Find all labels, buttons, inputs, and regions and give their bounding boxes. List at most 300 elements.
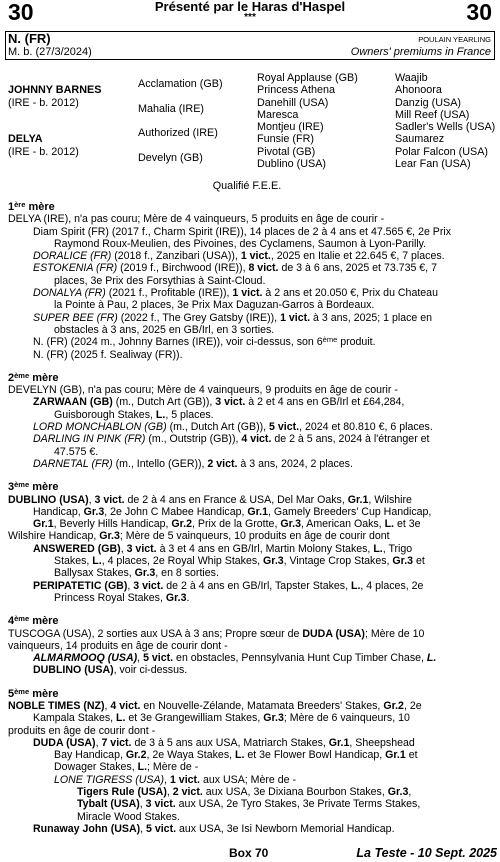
line-content — [54, 774, 296, 786]
text-line — [8, 433, 497, 445]
text-run: DUDA (USA) — [33, 736, 96, 749]
text-run: produits en âge de courir dont - — [8, 724, 156, 737]
text-run: (2019 f., Birchwood (IRE)), — [117, 262, 249, 275]
text-run: mère — [29, 687, 59, 700]
line-content — [8, 700, 422, 712]
great-grandparent-name: Dublino (USA) — [257, 158, 327, 171]
text-line — [8, 555, 497, 567]
grandparent-name: Mahalia (IRE) — [138, 102, 204, 115]
text-line — [8, 725, 497, 737]
text-run: et 3e — [394, 518, 421, 531]
line-content — [8, 628, 424, 640]
text-run: . — [186, 591, 190, 604]
text-run: Gr.1 — [385, 749, 406, 762]
great-great-grandparent-name: Lear Fan (USA) — [395, 158, 471, 171]
header-stars: *** — [244, 12, 256, 23]
text-run: 3 vict. — [133, 579, 164, 592]
text-run: aux USA, 3e Dixiana Bourbon Stakes, — [202, 786, 388, 799]
text-line — [8, 761, 497, 773]
grandparent-name: Develyn (GB) — [138, 151, 203, 164]
great-great-grandparent-name: Waajib — [395, 72, 428, 84]
sale-location-date: La Teste - 10 Sept. 2025 — [356, 846, 497, 860]
text-run: aux USA, 3e Isi Newborn Memorial Handicap. — [176, 822, 395, 835]
line-content — [77, 811, 180, 823]
text-run: L. — [426, 652, 437, 665]
text-run: 1 vict. — [280, 311, 311, 324]
text-run: , 2e Waya Stakes, — [146, 749, 235, 762]
text-line — [8, 275, 497, 287]
line-content — [33, 712, 410, 724]
text-run: Dowager Stakes, — [54, 761, 138, 774]
text-run: L. — [373, 542, 383, 555]
text-run: 5 — [8, 687, 15, 700]
text-run: aux USA; Mère de - — [200, 773, 296, 786]
text-run: 3 — [8, 481, 15, 494]
text-line — [8, 250, 497, 262]
dam — [8, 133, 138, 158]
text-run: 3 vict. — [215, 396, 246, 409]
line-content — [77, 798, 420, 810]
text-run: vainqueurs, 14 produits en âge de courir dont - — [8, 639, 228, 652]
text-run: , Gamely Breeders' Cup Handicap, — [268, 505, 432, 518]
text-run: 3 vict. — [126, 542, 157, 555]
line-content — [33, 433, 430, 445]
text-run: à 3 ans, 2025; 1 place en — [310, 311, 433, 324]
text-run: de 2 à 4 ans en France & USA, Del Mar Oaks, — [124, 493, 348, 506]
text-run: produit. — [337, 336, 376, 349]
text-run: , Beverly Hills Handicap, — [53, 518, 172, 531]
line-content — [33, 458, 353, 470]
superscript-text: ème — [322, 335, 338, 345]
great-grandparent-name: Pivotal (GB) — [257, 145, 316, 158]
text-run: mère — [29, 371, 59, 384]
great-grand-produce-entry — [8, 798, 497, 823]
dam-entry — [8, 213, 497, 225]
text-run: ; Mère de - — [147, 761, 199, 774]
text-run: , — [127, 579, 134, 592]
text-line — [8, 640, 497, 652]
text-line — [8, 530, 497, 542]
grandparent-name: Acclamation (GB) — [138, 78, 223, 91]
text-line — [8, 543, 497, 555]
text-run: 47.575 €. — [54, 445, 99, 458]
text-run: , — [408, 786, 412, 799]
dam-entry — [8, 494, 497, 543]
text-run: Gr.1 — [33, 518, 54, 531]
text-run: DELYA (IRE), n'a pas couru; Mère de 4 vainqueurs, 5 produits en âge de courir - — [8, 213, 385, 226]
text-run: Handicap, — [33, 505, 84, 518]
presenter-title: Présenté par le Haras d'Haspel — [154, 0, 346, 14]
text-run: Tybalt (USA) — [77, 798, 140, 811]
text-run: , — [95, 736, 102, 749]
text-run: , voir ci-dessus. — [113, 664, 188, 677]
line-content — [33, 287, 438, 299]
text-run: DUBLINO (USA) — [33, 664, 114, 677]
text-run: NOBLE TIMES (NZ) — [8, 699, 105, 712]
produce-entry — [8, 262, 497, 287]
produce-entry — [8, 396, 497, 421]
text-run: la Pointe à Pau, 2 places, 3e Prix Max Daguzan-Garros à Bordeaux. — [54, 299, 375, 312]
text-run: ; Mère de 6 vainqueurs, 10 — [283, 712, 410, 725]
text-line — [8, 580, 497, 592]
text-run: , 2024 et 80.810 €, 6 places. — [299, 421, 433, 434]
line-content — [33, 312, 432, 324]
text-run: DUDA (USA) — [302, 627, 365, 640]
text-run: L. — [137, 761, 148, 774]
text-run: Gr.3 — [134, 567, 156, 580]
text-run: 5 vict. — [143, 652, 174, 665]
line-content — [8, 530, 390, 542]
text-run: , — [104, 699, 111, 712]
text-run: , Wilshire — [368, 493, 412, 506]
produce-entry — [8, 580, 497, 605]
great-grandparent-name: Princess Athena — [257, 84, 336, 97]
lot-number-right: 30 — [466, 0, 492, 25]
grandparent-name: Authorized (IRE) — [138, 127, 218, 140]
text-run: , Trigo — [382, 542, 413, 555]
text-line — [8, 384, 497, 396]
page-footer — [0, 846, 500, 860]
line-content — [33, 262, 437, 274]
text-run: Kampala Stakes, — [33, 712, 117, 725]
text-run: 1 vict. — [169, 773, 201, 786]
page-header — [0, 0, 500, 28]
line-content — [8, 213, 384, 225]
text-run: à 3 ans, 2024, 2 places. — [237, 457, 353, 470]
line-content — [33, 664, 187, 676]
text-line — [8, 458, 497, 470]
line-content — [33, 349, 183, 361]
line-content — [33, 506, 431, 518]
generation-section — [8, 481, 497, 604]
text-run: , — [139, 798, 146, 811]
text-run: L. — [235, 749, 245, 762]
text-run: ALMARMOOQ (USA) — [33, 652, 138, 665]
superscript-text: ème — [14, 370, 30, 380]
text-run: Gr.3 — [387, 786, 409, 799]
produce-entry — [8, 652, 497, 664]
text-run: (2022 f., The Grey Gatsby (IRE)), — [117, 311, 281, 324]
text-run: Stakes, — [54, 555, 93, 568]
line-content — [54, 761, 198, 773]
text-run: , en 8 sorties. — [155, 567, 219, 580]
text-line — [8, 652, 497, 664]
text-run: Tigers Rule (USA) — [77, 786, 167, 799]
text-run: de 3 à 6 ans, 2025 et 73.735 €, 7 — [278, 262, 437, 275]
text-line — [8, 700, 497, 712]
text-run: 2 — [8, 371, 15, 384]
text-run: 4 — [8, 615, 15, 628]
owners-premiums: Owners' premiums in France — [350, 46, 491, 58]
line-content — [33, 396, 404, 408]
great-great-grandparent-name: Polar Falcon (USA) — [395, 145, 489, 158]
text-run: 5 vict. — [146, 822, 177, 835]
line-content — [33, 226, 451, 238]
text-run: , — [120, 542, 127, 555]
text-run: Raymond Roux-Meulien, des Pivoines, des Cyclamens, Saumon à Lyon-Parilly. — [54, 237, 427, 250]
maternal-family-sections — [8, 201, 497, 835]
text-run: Bay Handicap, — [54, 749, 126, 762]
generation-section — [8, 688, 497, 836]
text-run: à 2 ans et 20.050 €, Prix du Chateau — [262, 287, 438, 300]
great-grandparent-name: Royal Applause (GB) — [257, 72, 358, 84]
text-run: LORD MONCHABLON (GB) — [33, 421, 167, 434]
text-run: 8 vict. — [248, 262, 279, 275]
text-run: , 2e — [403, 699, 422, 712]
text-run: DUBLINO (USA) — [8, 493, 89, 506]
text-line — [8, 518, 497, 530]
text-line — [8, 664, 497, 676]
text-run: ZARWAAN (GB) — [33, 396, 113, 409]
lot-details: M. b. (27/3/2024) — [8, 46, 92, 58]
line-content — [8, 725, 155, 737]
box-number: Box 70 — [229, 846, 269, 860]
produce-entry — [8, 433, 497, 458]
text-line — [8, 737, 497, 749]
generation-heading — [8, 615, 497, 627]
text-line — [8, 213, 497, 225]
text-line — [8, 287, 497, 299]
text-run: DARNETAL (FR) — [33, 457, 113, 470]
text-run: , 5 places. — [165, 408, 214, 421]
qualification-note: Qualifié F.E.E. — [212, 180, 282, 192]
text-run: (2021 f., Profitable (IRE)), — [105, 287, 233, 300]
text-run: Gr.3 — [280, 518, 301, 531]
text-run: , — [137, 652, 144, 665]
text-run: 3 vict. — [145, 798, 176, 811]
text-line — [8, 811, 497, 823]
text-run: Gr.3 — [263, 555, 284, 568]
text-run: , Sheepshead — [349, 736, 415, 749]
generation-section — [8, 615, 497, 676]
text-line — [8, 823, 497, 835]
text-run: Gr.3 — [392, 555, 414, 568]
text-run: , — [164, 773, 170, 786]
text-run: à 2 et 4 ans en GB/Irl et £64,284, — [245, 396, 405, 409]
text-run: (m., Outstrip (GB)), — [145, 433, 242, 446]
text-run: 1 vict. — [232, 287, 263, 300]
text-run: N. (FR) (2025 f. Sealiway (FR)). — [33, 348, 183, 361]
text-run: L. — [116, 712, 126, 725]
text-line — [8, 299, 497, 311]
text-run: Gr.1 — [347, 493, 369, 506]
produce-entry — [8, 737, 497, 774]
line-content — [33, 421, 433, 433]
text-run: TUSCOGA (USA), 2 sorties aux USA à 3 ans; Propre sœur de — [8, 627, 303, 640]
text-run: Runaway John (USA) — [33, 822, 141, 835]
produce-entry — [8, 823, 497, 835]
generation-heading — [8, 201, 497, 213]
text-run: DORALICE (FR) — [33, 250, 112, 263]
text-run: DEVELYN (GB), n'a pas couru; Mère de 4 vainqueurs, 9 produits en âge de courir - — [8, 384, 398, 397]
line-content — [33, 580, 423, 592]
text-run: aux USA, 2e Tyro Stakes, 3e Private Terms Stakes, — [175, 798, 421, 811]
text-run: Gr.2 — [125, 749, 147, 762]
text-run: Gr.3 — [263, 712, 284, 725]
text-run: PERIPATETIC (GB) — [33, 579, 128, 592]
lot-number-left: 30 — [8, 0, 34, 25]
produce-entry — [8, 312, 497, 337]
text-run: , — [88, 493, 95, 506]
text-run: mère — [29, 615, 59, 628]
text-run: 1 vict. — [240, 250, 271, 263]
text-line — [8, 786, 497, 798]
produce-entry — [8, 287, 497, 312]
text-run: Princess Royal Stakes, — [54, 591, 166, 604]
line-content — [33, 823, 395, 835]
text-run: , 4 places, 2e Royal Whip Stakes, — [101, 555, 264, 568]
text-run: N. (FR) (2024 m., Johnny Barnes (IRE)), voir ci-dessus, son 6 — [33, 336, 323, 349]
text-run: LONE TIGRESS (USA) — [54, 773, 165, 786]
text-run: Ballysax Stakes, — [54, 567, 135, 580]
superscript-text: ème — [14, 480, 30, 490]
text-line — [8, 774, 497, 786]
dam-entry — [8, 384, 497, 396]
line-content — [54, 567, 219, 579]
text-run: DONALYA (FR) — [33, 287, 106, 300]
generation-section — [8, 201, 497, 361]
text-run: (m., Dutch Art (GB)), — [112, 396, 216, 409]
line-content — [54, 238, 426, 250]
text-line — [8, 238, 497, 250]
lot-category: POULAIN YEARLING — [418, 35, 491, 44]
line-content — [8, 384, 398, 396]
line-content — [54, 592, 189, 604]
line-content — [54, 555, 425, 567]
text-line — [8, 494, 497, 506]
produce-entry — [8, 336, 497, 348]
text-run: , 2025 en Italie et 22.645 €, 7 places. — [270, 250, 445, 263]
text-run: , 4 places, 2e — [360, 579, 424, 592]
text-run: Gr.2 — [383, 699, 404, 712]
line-content — [54, 324, 274, 336]
text-line — [8, 798, 497, 810]
text-run: , — [140, 822, 147, 835]
text-run: Diam Spirit (FR) (2017 f., Charm Spirit (IRE)), 14 places de 2 à 4 ans et 47.565 €, 2e Prix — [33, 225, 452, 238]
text-line — [8, 749, 497, 761]
text-run: 1 — [8, 201, 15, 213]
sire — [8, 84, 138, 109]
great-grand-produce-entry — [8, 786, 497, 798]
text-run: 5 vict. — [269, 421, 300, 434]
superscript-text: ère — [14, 200, 26, 209]
text-run: obstacles à 3 ans, 2025 en GB/Irl, en 3 sorties. — [54, 323, 275, 336]
line-content — [33, 737, 415, 749]
text-run: places, 3e Prix des Forsythias à Saint-Cloud. — [54, 274, 266, 287]
text-run: SUPER BEE (FR) — [33, 311, 118, 324]
text-run: Guisborough Stakes, — [54, 408, 156, 421]
line-content — [8, 640, 228, 652]
text-run: et — [413, 555, 425, 568]
text-run: DARLING IN PINK (FR) — [33, 433, 146, 446]
text-run: ; Mère de 5 vainqueurs, 10 produits en âge de courir dont — [119, 530, 390, 543]
sire-name: JOHNNY BARNES — [8, 84, 102, 97]
produce-entry — [8, 543, 497, 580]
text-line — [8, 409, 497, 421]
text-run: de 3 à 5 ans aux USA, Matriarch Stakes, — [131, 736, 329, 749]
text-run: mère — [25, 201, 55, 213]
text-run: Gr.2 — [171, 518, 193, 531]
great-grandparent-name: Funsie (FR) — [257, 133, 314, 146]
text-run: 4 vict. — [110, 699, 141, 712]
text-run: , Prix de la Grotte, — [192, 518, 281, 531]
text-run: 2 vict. — [172, 786, 203, 799]
text-line — [8, 324, 497, 336]
text-run: (m., Dutch Art (GB)), — [166, 421, 270, 434]
line-content — [54, 275, 265, 287]
text-run: à 3 et 4 ans en GB/Irl, Martin Molony Stakes, — [156, 542, 374, 555]
text-run: (2018 f., Zanzibari (USA)), — [111, 250, 241, 263]
text-line — [8, 396, 497, 408]
line-content — [54, 409, 214, 421]
produce-entry — [8, 458, 497, 470]
text-line — [8, 349, 497, 361]
text-run: Gr.3 — [165, 591, 187, 604]
text-line — [8, 312, 497, 324]
text-line — [8, 567, 497, 579]
great-grandparent-name: Maresca — [257, 108, 299, 121]
text-run: ; Mère de 10 — [364, 627, 425, 640]
pedigree-table — [8, 72, 497, 170]
text-run: de 2 à 4 ans en GB/Irl, Tapster Stakes, — [163, 579, 351, 592]
line-content — [54, 749, 418, 761]
text-run: 4 vict. — [241, 433, 272, 446]
generation-section — [8, 372, 497, 470]
great-grandparent-name: Danehill (USA) — [257, 96, 329, 109]
line-content — [54, 446, 98, 458]
text-run: , — [166, 786, 173, 799]
dam-name: DELYA — [8, 133, 43, 146]
line-content — [33, 518, 421, 530]
lot-info-box — [5, 31, 495, 60]
text-run: , Vintage Crop Stakes, — [283, 555, 393, 568]
text-run: ANSWERED (GB) — [33, 542, 121, 555]
line-content — [33, 543, 412, 555]
produce-entry — [8, 250, 497, 262]
text-run: , American Oaks, — [300, 518, 385, 531]
produce-entry — [8, 226, 497, 251]
text-run: L. — [384, 518, 394, 531]
great-great-grandparent-name: Mill Reef (USA) — [395, 108, 470, 121]
text-line — [8, 712, 497, 724]
produce-entry — [8, 349, 497, 361]
great-great-grandparent-name: Danzig (USA) — [395, 96, 461, 109]
text-run: en Nouvelle-Zélande, Matamata Breeders' Stakes, — [140, 699, 384, 712]
text-run: L. — [350, 579, 361, 592]
text-run: 2 vict. — [207, 457, 238, 470]
dam-entry — [8, 700, 497, 737]
text-line — [8, 421, 497, 433]
text-line — [8, 446, 497, 458]
sire-info: (IRE - b. 2012) — [8, 96, 79, 109]
produce-entry — [8, 664, 497, 676]
text-run: et — [405, 749, 418, 762]
text-run: (m., Intello (GER)), — [112, 457, 208, 470]
text-run: 3 vict. — [94, 493, 125, 506]
generation-heading — [8, 372, 497, 384]
line-content — [33, 652, 436, 664]
text-line — [8, 592, 497, 604]
generation-heading — [8, 481, 497, 493]
text-line — [8, 506, 497, 518]
great-great-grandparent-name: Saumarez — [395, 133, 445, 146]
superscript-text: ème — [14, 686, 30, 696]
line-content — [8, 494, 412, 506]
text-run: et 3e Grangewilliam Stakes, — [125, 712, 264, 725]
line-content — [77, 786, 411, 798]
text-run: Gr.3 — [99, 530, 120, 543]
great-grandparent-name: Montjeu (IRE) — [257, 121, 324, 134]
